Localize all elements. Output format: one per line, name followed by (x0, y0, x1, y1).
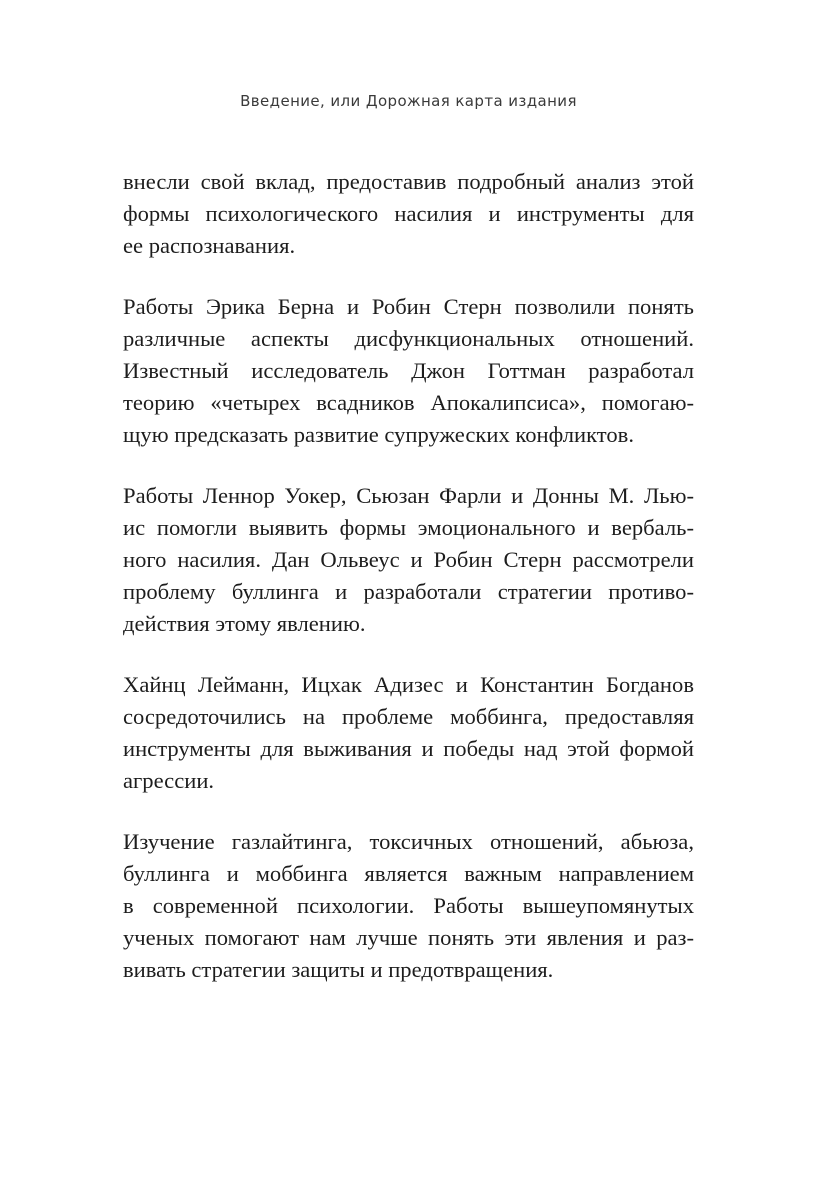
text-line: сосредоточились на проблеме моббинга, предоставляя (123, 704, 694, 729)
text-line: в современной психологии. Работы вышеупомянутых (123, 893, 694, 918)
paragraph-3 (123, 480, 694, 640)
text-line: щую предсказать развитие супружеских конфликтов. (123, 422, 634, 447)
body-text (123, 166, 694, 1015)
text-line: Известный исследователь Джон Готтман разработал (123, 358, 694, 383)
text-line: проблему буллинга и разработали стратегии противо- (123, 579, 694, 604)
text-line: действия этому явлению. (123, 611, 366, 636)
text-line: теорию «четырех всадников Апокалипсиса», помогаю- (123, 390, 694, 415)
text-line: агрессии. (123, 768, 215, 793)
paragraph-1 (123, 166, 694, 262)
text-line: инструменты для выживания и победы над этой формой (123, 736, 694, 761)
paragraph-2 (123, 291, 694, 451)
text-line: ученых помогают нам лучше понять эти явления и раз- (123, 925, 694, 950)
text-line: Изучение газлайтинга, токсичных отношений, абьюза, (123, 829, 694, 854)
text-line: внесли свой вклад, предоставив подробный анализ этой (123, 169, 694, 194)
text-line: различные аспекты дисфункциональных отношений. (123, 326, 694, 351)
text-line: Хайнц Лейманн, Ицхак Адизес и Константин Богданов (123, 672, 694, 697)
text-line: ее распознавания. (123, 233, 296, 258)
text-line: вивать стратегии защиты и предотвращения. (123, 957, 554, 982)
text-line: ис помогли выявить формы эмоционального и вербаль- (123, 515, 694, 540)
text-line: ного насилия. Дан Ольвеус и Робин Стерн рассмотрели (123, 547, 694, 572)
paragraph-4 (123, 669, 694, 797)
running-header: Введение, или Дорожная карта издания (240, 92, 577, 110)
text-line: буллинга и моббинга является важным направлением (123, 861, 694, 886)
paragraph-5 (123, 826, 694, 986)
text-line: Работы Эрика Берна и Робин Стерн позволили понять (123, 294, 694, 319)
text-line: Работы Леннор Уокер, Сьюзан Фарли и Донны М. Лью- (123, 483, 694, 508)
text-line: формы психологического насилия и инструменты для (123, 201, 694, 226)
